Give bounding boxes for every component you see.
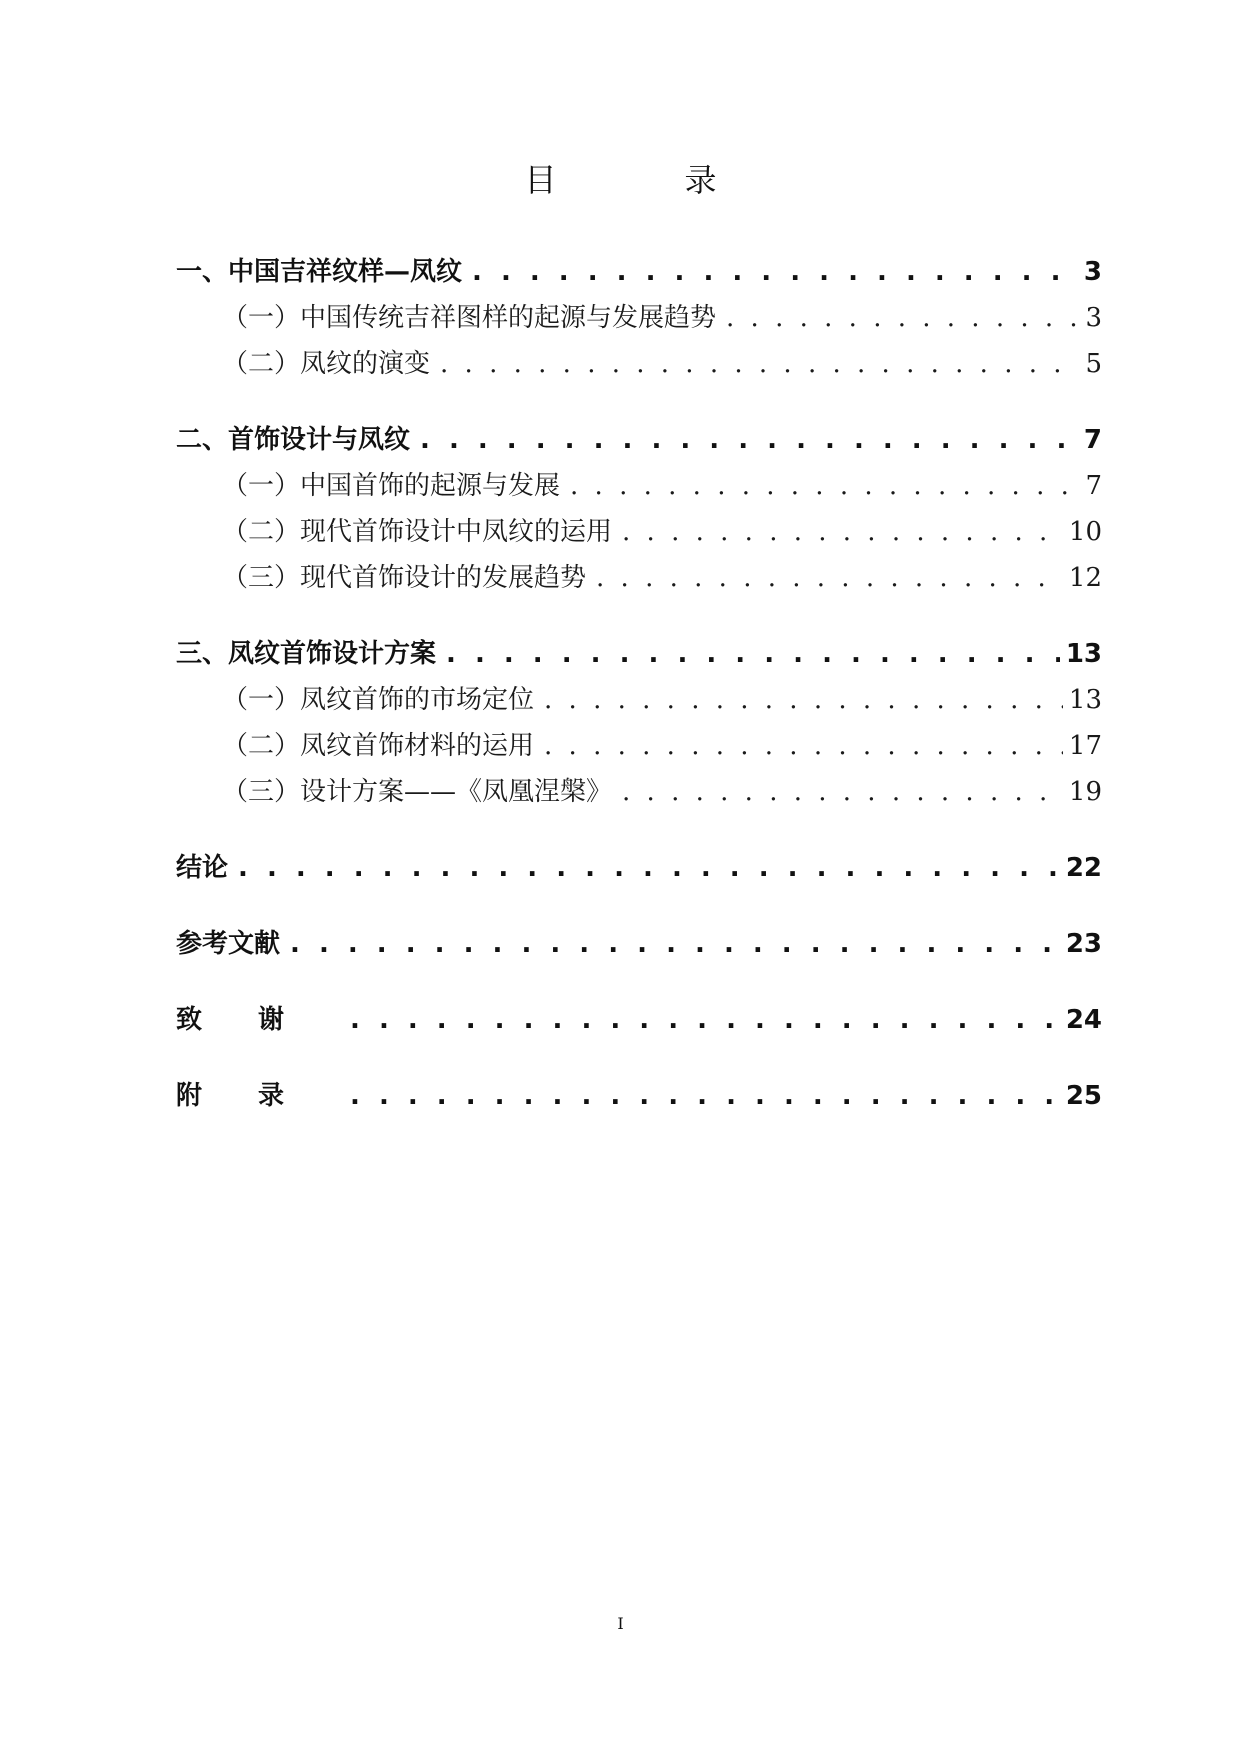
toc-entry-label: 二、首饰设计与凤纹: [176, 425, 411, 455]
toc-entry-page: 24: [1065, 1005, 1102, 1035]
toc-entry-section-3-2[interactable]: [222, 726, 1102, 766]
toc-entry-page: 23: [1065, 929, 1102, 959]
toc-entry-section-2-1[interactable]: [222, 466, 1102, 506]
toc-entry-page: 19: [1068, 777, 1102, 807]
dot-leader: [622, 772, 1063, 812]
toc-entry-section-3-3[interactable]: [222, 772, 1102, 812]
toc-entry-label: 致谢: [176, 1005, 341, 1035]
dot-leader: [472, 252, 1078, 292]
toc-entry-page: 7: [1083, 425, 1102, 455]
toc-entry-label: （一）中国传统吉祥图样的起源与发展趋势: [222, 303, 717, 333]
dot-leader: [544, 680, 1063, 720]
dot-leader: [622, 512, 1063, 552]
dot-leader: [440, 344, 1079, 384]
dot-leader: [238, 848, 1060, 888]
dot-leader: [350, 1000, 1060, 1040]
toc-entry-label: （二）凤纹的演变: [222, 349, 431, 379]
dot-leader: [726, 298, 1079, 338]
toc-entry-section-2-3[interactable]: [222, 558, 1102, 598]
toc-entry-label: （二）凤纹首饰材料的运用: [222, 731, 535, 761]
toc-entry-page: 3: [1085, 303, 1102, 333]
toc-entry-label: 三、凤纹首饰设计方案: [176, 639, 437, 669]
toc-entry-chapter-3[interactable]: [176, 634, 1102, 674]
toc-entry-page: 25: [1065, 1081, 1102, 1111]
toc-entry-references[interactable]: [176, 924, 1102, 964]
toc-entry-page: 5: [1085, 349, 1102, 379]
toc-entry-section-1-2[interactable]: [222, 344, 1102, 384]
toc-entry-label: （三）现代首饰设计的发展趋势: [222, 563, 587, 593]
toc-entry-label: （一）中国首饰的起源与发展: [222, 471, 561, 501]
toc-entry-page: 10: [1068, 517, 1102, 547]
dot-leader: [570, 466, 1079, 506]
toc-entry-label: 参考文献: [176, 929, 281, 959]
toc-entry-page: 13: [1068, 685, 1102, 715]
toc-entry-section-2-2[interactable]: [222, 512, 1102, 552]
toc-entry-acknowledgements[interactable]: [176, 1000, 1102, 1040]
toc-entry-label: （一）凤纹首饰的市场定位: [222, 685, 535, 715]
toc-entry-chapter-2[interactable]: [176, 420, 1102, 460]
toc-entry-section-1-1[interactable]: [222, 298, 1102, 338]
toc-entry-conclusion[interactable]: [176, 848, 1102, 888]
page-number: I: [617, 1614, 624, 1633]
toc-entry-label: 附录: [176, 1081, 341, 1111]
toc-entry-label: 一、中国吉祥纹样—凤纹: [176, 257, 463, 287]
toc-entry-page: 13: [1065, 639, 1102, 669]
toc-entry-label: （三）设计方案——《凤凰涅槃》: [222, 777, 613, 807]
toc-entry-page: 7: [1085, 471, 1102, 501]
toc-entry-label: （二）现代首饰设计中凤纹的运用: [222, 517, 613, 547]
dot-leader: [420, 420, 1078, 460]
toc-entry-page: 12: [1068, 563, 1102, 593]
toc-title: 目 录: [524, 161, 765, 199]
dot-leader: [596, 558, 1063, 598]
dot-leader: [350, 1076, 1060, 1116]
toc-entry-page: 3: [1083, 257, 1102, 287]
dot-leader: [544, 726, 1063, 766]
toc-entry-page: 22: [1065, 853, 1102, 883]
toc-entry-chapter-1[interactable]: [176, 252, 1102, 292]
toc-entry-label: 结论: [176, 853, 229, 883]
toc-entry-page: 17: [1068, 731, 1102, 761]
dot-leader: [290, 924, 1060, 964]
dot-leader: [446, 634, 1060, 674]
toc-entry-appendix[interactable]: [176, 1076, 1102, 1116]
toc-entry-section-3-1[interactable]: [222, 680, 1102, 720]
